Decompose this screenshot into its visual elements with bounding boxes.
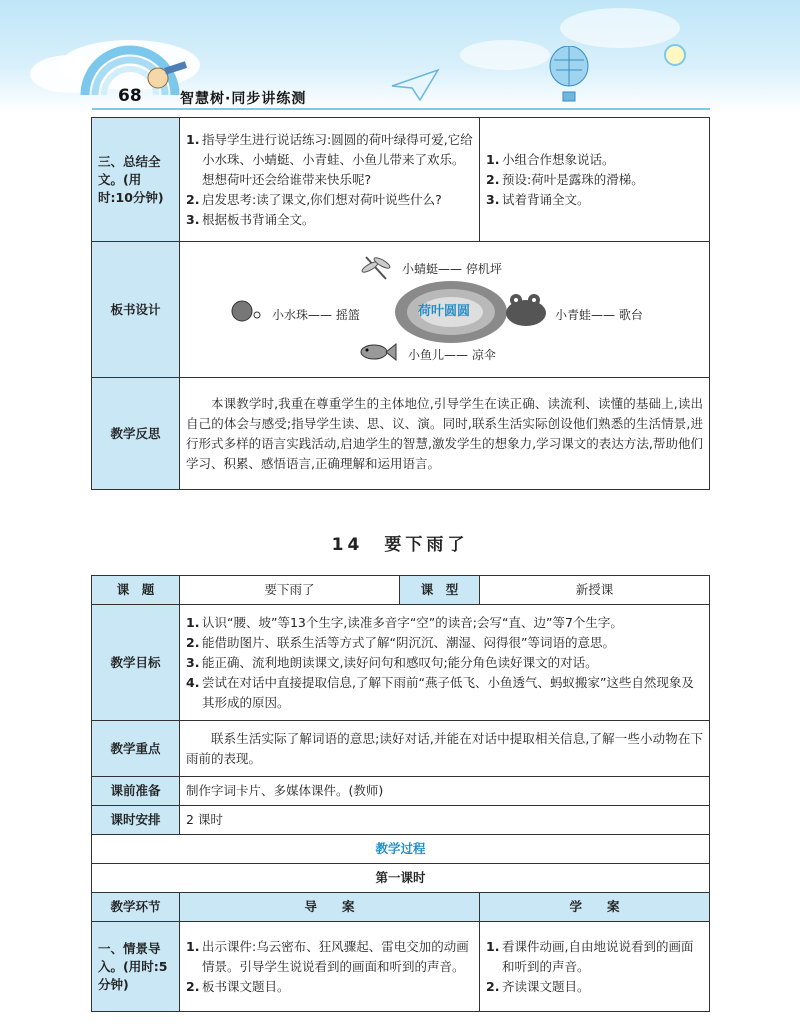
page-number: 68 xyxy=(118,86,142,106)
guide-item: 1. 出示课件:乌云密布、狂风骤起、雷电交加的动画情景。引导学生说说看到的画面和听到的声音。 xyxy=(186,938,469,974)
guide-item: 2. 板书课文题目。 xyxy=(186,978,290,994)
goals-row xyxy=(92,605,710,721)
key-points-row xyxy=(92,721,710,777)
goals-label: 教学目标 xyxy=(92,605,180,721)
process-title: 教学过程 xyxy=(92,835,710,864)
key-points-text: 联系生活实际了解词语的意思;读好对话,并能在对话中提取相关信息,了解一些小动物在下雨前的表现。 xyxy=(186,730,703,766)
goal-item: 4. 尝试在对话中直接提取信息,了解下雨前“燕子低飞、小鱼透气、蚂蚁搬家”这些自然现象及其形成的原因。 xyxy=(186,674,694,710)
intro-row xyxy=(92,922,710,1012)
lesson-14-table xyxy=(91,575,710,1012)
period-title-row xyxy=(92,864,710,893)
board-design-label: 板书设计 xyxy=(92,242,180,378)
frog-icon xyxy=(502,291,548,329)
col-guide-header: 导 案 xyxy=(180,893,480,922)
study-item: 3. 试着背诵全文。 xyxy=(486,191,590,207)
page-header xyxy=(0,0,800,112)
board-frog-text: 小青蛙—— 歌台 xyxy=(555,307,643,322)
hot-air-balloon-icon xyxy=(546,46,592,106)
column-header-row xyxy=(92,893,710,922)
cloud-decoration xyxy=(460,40,550,70)
board-design-cell xyxy=(180,242,710,378)
goal-item: 3. 能正确、流利地朗读课文,读好问句和感叹句;能分角色读好课文的对话。 xyxy=(186,654,598,670)
header-divider xyxy=(92,108,710,110)
goals-cell xyxy=(180,605,710,721)
dragonfly-icon xyxy=(360,253,394,283)
board-waterdrop-text: 小水珠—— 摇篮 xyxy=(272,307,360,322)
fish-icon xyxy=(358,339,398,365)
summary-guide-cell xyxy=(180,118,480,242)
study-item: 1. 看课件动画,自由地说说看到的画面和听到的声音。 xyxy=(486,938,694,974)
process-title-row xyxy=(92,835,710,864)
intro-guide-cell xyxy=(180,922,480,1012)
board-fish-text: 小鱼儿—— 凉伞 xyxy=(408,347,496,362)
intro-study-cell xyxy=(480,922,710,1012)
summary-label: 三、总结全文。(用时:10分钟) xyxy=(92,118,180,242)
reflection-label: 教学反思 xyxy=(92,378,180,490)
guide-item: 2. 启发思考:读了课文,你们想对荷叶说些什么? xyxy=(186,191,442,207)
guide-item: 1. 指导学生进行说话练习:圆圆的荷叶绿得可爱,它给小水珠、小蜻蜓、小青蛙、小鱼儿带来了欢乐。想想荷叶还会给谁带来快乐呢? xyxy=(186,131,473,187)
schedule-label: 课时安排 xyxy=(92,806,180,835)
col-study-header: 学 案 xyxy=(480,893,710,922)
lesson-name: 要下雨了 xyxy=(384,535,469,555)
lesson-13-table xyxy=(91,117,710,490)
paper-plane-icon xyxy=(390,66,440,104)
reflection-text: 本课教学时,我重在尊重学生的主体地位,引导学生在读正确、读流利、读懂的基础上,读出自己的体会与感受;指导学生读、思、议、演。同时,联系生活实际创设他们熟悉的生活情景,进行形式多样的语言实践活动,启迪学生的智慧,激发学生的想象力,学习课文的表达方法,帮助他们学习、积累、感悟语言,正确理解和运用语言。 xyxy=(186,395,703,471)
summary-study-cell xyxy=(480,118,710,242)
type-label: 课 型 xyxy=(400,576,480,605)
reflection-cell xyxy=(180,378,710,490)
study-item: 2. 预设:荷叶是露珠的滑梯。 xyxy=(486,171,644,187)
period-title: 第一课时 xyxy=(92,864,710,893)
book-title: 智慧树·同步讲练测 xyxy=(180,91,307,107)
intro-label: 一、情景导入。(用时:5分钟) xyxy=(92,922,180,1012)
prep-text: 制作字词卡片、多媒体课件。(教师) xyxy=(180,777,710,806)
topic-label: 课 题 xyxy=(92,576,180,605)
study-item: 2. 齐读课文题目。 xyxy=(486,978,590,994)
guide-item: 3. 根据板书背诵全文。 xyxy=(186,211,315,227)
topic-row xyxy=(92,576,710,605)
board-diagram xyxy=(180,249,709,371)
board-dragonfly-text: 小蜻蜓—— 停机坪 xyxy=(402,261,502,276)
prep-label: 课前准备 xyxy=(92,777,180,806)
study-item: 1. 小组合作想象说话。 xyxy=(486,151,615,167)
reflection-row xyxy=(92,378,710,490)
goal-item: 2. 能借助图片、联系生活等方式了解“阴沉沉、潮湿、闷得很”等词语的意思。 xyxy=(186,634,615,650)
lesson-title xyxy=(0,530,800,555)
topic-value: 要下雨了 xyxy=(180,576,400,605)
col-stage-header: 教学环节 xyxy=(92,893,180,922)
goal-item: 1. 认识“腰、坡”等13个生字,读准多音字“空”的读音;会写“直、边”等7个生字。 xyxy=(186,614,623,630)
summary-row xyxy=(92,118,710,242)
schedule-text: 2 课时 xyxy=(180,806,710,835)
board-design-row xyxy=(92,242,710,378)
prep-row xyxy=(92,777,710,806)
key-points-label: 教学重点 xyxy=(92,721,180,777)
board-center-text: 荷叶圆圆 xyxy=(418,303,471,319)
lesson-number: 14 xyxy=(331,535,364,555)
water-drop-icon xyxy=(230,299,264,323)
type-value: 新授课 xyxy=(480,576,710,605)
schedule-row xyxy=(92,806,710,835)
key-points-cell xyxy=(180,721,710,777)
sun-icon xyxy=(660,40,690,70)
